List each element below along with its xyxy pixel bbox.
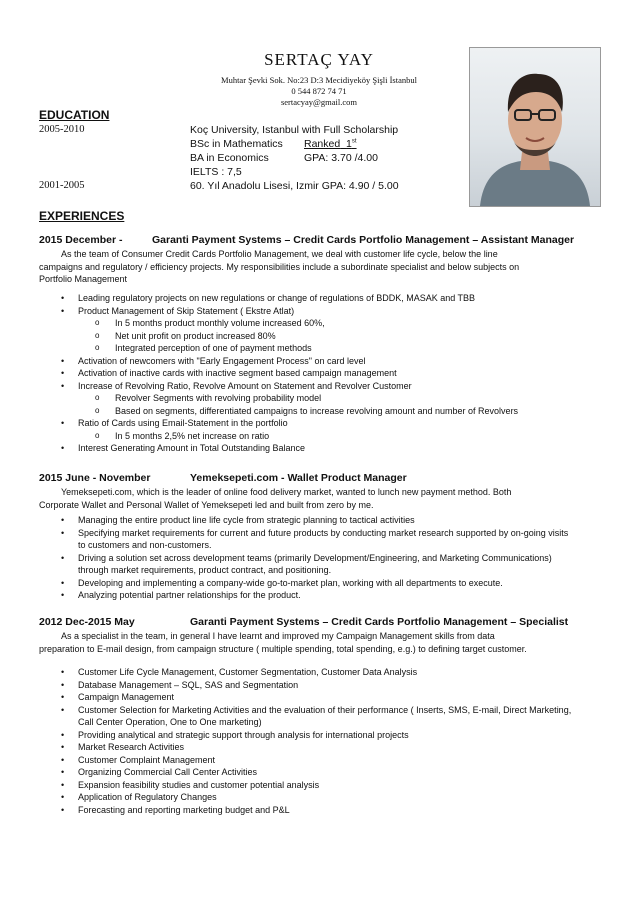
edu-gpa-1: GPA: 3.70 /4.00: [304, 152, 378, 164]
bullet-item: • Specifying market requirements for current and future products by conducting market research supported by on-going visits to customers and non-customers.: [39, 527, 578, 552]
bullet-item: • Analyzing potential partner relationships for the product.: [39, 589, 578, 602]
job-2-heading: Yemeksepeti.com - Wallet Product Manager: [190, 472, 407, 484]
job-3-bullets: [39, 666, 599, 816]
job-3-description: [39, 630, 599, 655]
edu-school-1: Koç University, Istanbul with Full Scholarship: [190, 124, 399, 136]
edu-rank: [304, 138, 357, 150]
job-1-desc-line: Portfolio Management: [39, 274, 128, 284]
bullet-item: • Campaign Management: [39, 691, 578, 704]
job-3-desc-line: preparation to E-mail design, from campaign structure ( multiple spending, total spending, e.g.) to defining target customer.: [39, 643, 527, 654]
bullet-item: • Driving a solution set across development teams (primarily Development/Engineering, and Marketing Communications) through market requirements, product contract, and positioning.: [39, 552, 578, 577]
bullet-item: • Interest Generating Amount in Total Outstanding Balance: [39, 442, 599, 455]
edu-rank-label: Ranked: [304, 138, 341, 150]
job-1-heading: Garanti Payment Systems – Credit Cards Portfolio Management – Assistant Manager: [152, 234, 575, 246]
bullet-item: • Developing and implementing a company-wide go-to-market plan, working with all departments to execute.: [39, 577, 578, 590]
edu-rank-suffix: st: [351, 138, 357, 145]
education-heading: EDUCATION: [39, 108, 110, 122]
bullet-item: • Providing analytical and strategic support through analysis for international projects: [39, 729, 578, 742]
edu-years-2: 2001-2005: [39, 180, 85, 191]
bullet-item: • Activation of newcomers with "Early Engagement Process" on card level: [39, 355, 599, 368]
job-1-desc-line: As the team of Consumer Credit Cards Portfolio Management, we deal with customer life cycle, below the line: [61, 249, 498, 259]
job-2-desc-line: Yemeksepeti.com, which is the leader of online food delivery market, wanted to lunch new payment method. Both: [61, 487, 512, 497]
bullet-item: • Customer Life Cycle Management, Customer Segmentation, Customer Data Analysis: [39, 666, 578, 679]
sub-bullet-item: o In 5 months product monthly volume increased 60%,: [39, 317, 599, 330]
job-1-description: [39, 248, 599, 286]
sub-bullet-item: o In 5 months 2,5% net increase on ratio: [39, 430, 599, 443]
bullet-item: • Expansion feasibility studies and customer potential analysis: [39, 779, 578, 792]
job-2-description: [39, 486, 599, 511]
candidate-name: SERTAÇ YAY: [264, 50, 374, 69]
job-2-desc-line: Corporate Wallet and Personal Wallet of Yemeksepeti led and built from zero by me.: [39, 499, 374, 510]
job-1-bullets: [39, 292, 599, 455]
bullet-item: • Market Research Activities: [39, 741, 578, 754]
sub-bullet-item: o Revolver Segments with revolving probability model: [39, 392, 599, 405]
bullet-item: • Organizing Commercial Call Center Activities: [39, 766, 578, 779]
edu-degree-2: BA in Economics: [190, 152, 269, 164]
edu-years-1: 2005-2010: [39, 124, 85, 135]
sub-bullet-item: o Integrated perception of one of payment methods: [39, 342, 599, 355]
edu-ielts: IELTS : 7,5: [190, 166, 242, 178]
bullet-item: • Forecasting and reporting marketing budget and P&L: [39, 804, 578, 817]
bullet-item: • Managing the entire product line life cycle from strategic planning to tactical activities: [39, 514, 578, 527]
job-3-desc-line: As a specialist in the team, in general I have learnt and improved my Campaign Management skills from data: [61, 631, 495, 641]
edu-rank-number: 1: [346, 138, 352, 150]
bullet-item: • Ratio of Cards using Email-Statement in the portfolio: [39, 417, 599, 430]
phone: 0 544 872 74 71: [291, 86, 347, 96]
bullet-item: • Customer Complaint Management: [39, 754, 578, 767]
email: sertacyay@gmail.com: [280, 97, 358, 107]
job-1-desc-line: campaigns and regulatory / efficiency projects. My responsibilities include a subordinate specialist and below subjects on: [39, 261, 520, 272]
bullet-item: • Product Management of Skip Statement ( Ekstre Atlat): [39, 305, 599, 318]
bullet-item: • Customer Selection for Marketing Activities and the evaluation of their performance ( Inserts, SMS, E-mail, Direct Marketing, Call Center Operation, One to One marketing): [39, 704, 578, 729]
sub-bullet-item: o Based on segments, differentiated campaigns to increase revolving amount and number of Revolvers: [39, 405, 599, 418]
bullet-item: • Leading regulatory projects on new regulations or change of regulations of BDDK, MASAK and TBB: [39, 292, 599, 305]
job-3-period: 2012 Dec-2015 May: [39, 616, 135, 628]
profile-photo: [469, 47, 601, 207]
experiences-heading: EXPERIENCES: [39, 209, 125, 223]
job-3-heading: Garanti Payment Systems – Credit Cards Portfolio Management – Specialist: [190, 616, 569, 628]
bullet-item: • Application of Regulatory Changes: [39, 791, 578, 804]
bullet-item: • Increase of Revolving Ratio, Revolve Amount on Statement and Revolver Customer: [39, 380, 599, 393]
sub-bullet-item: o Net unit profit on product increased 80%: [39, 330, 599, 343]
job-1-period: 2015 December -: [39, 234, 123, 246]
edu-school-2: 60. Yıl Anadolu Lisesi, Izmir GPA: 4.90 / 5.00: [190, 180, 399, 192]
job-2-bullets: [39, 514, 599, 602]
bullet-item: • Database Management – SQL, SAS and Segmentation: [39, 679, 578, 692]
bullet-item: • Activation of inactive cards with inactive segment based campaign management: [39, 367, 599, 380]
edu-degree-1: BSc in Mathematics: [190, 138, 283, 150]
job-2-period: 2015 June - November: [39, 472, 151, 484]
address: Muhtar Şevki Sok. No:23 D:3 Mecidiyeköy Şişli İstanbul: [221, 75, 417, 85]
